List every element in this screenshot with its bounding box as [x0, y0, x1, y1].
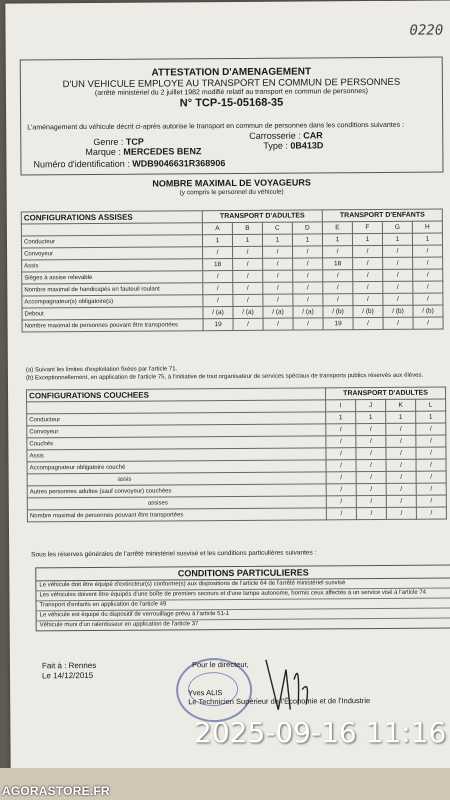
couchette-heading: CONFIGURATIONS COUCHEES — [27, 388, 326, 402]
condition-item: Véhicule muni d'un ralentisseur en application de l'article 37 — [39, 621, 199, 629]
col-header: H — [412, 221, 442, 233]
signatory-name: Yves ALIS — [188, 688, 223, 698]
photo-timestamp: 2025-09-16 11:16 — [194, 716, 447, 749]
table-row: Convoyeur / / / / — [27, 423, 446, 438]
table-row: Nombre maximal de personnes pouvant être transportées 19 / / / 19 / / / — [22, 317, 443, 332]
max-passengers-subtitle: (y compris le personnel du véhicule) — [179, 188, 284, 197]
table-row: Assis 18 / / / 18 / / / — [22, 257, 443, 272]
seated-children-heading: TRANSPORT D'ENFANTS — [322, 209, 442, 222]
col-header: K — [386, 399, 416, 411]
handwritten-signature — [256, 649, 316, 719]
col-header: G — [382, 221, 412, 233]
col-header: C — [262, 222, 292, 234]
header-box — [20, 57, 444, 176]
seated-adults-heading: TRANSPORT D'ADULTES — [202, 210, 322, 223]
condition-item: Le véhicule doit être équipé d'extincteur(s) conforme(s) aux dispositions de l'article 64 de l'arrêté ministériel susvisé — [36, 578, 450, 591]
couchette-adults-heading: TRANSPORT D'ADULTES — [326, 387, 446, 400]
table-row: assises / / / / — [27, 495, 446, 510]
max-passengers-title: NOMBRE MAXIMAL DE VOYAGEURS — [152, 177, 311, 189]
table-row: assis / / / / — [27, 471, 446, 486]
col-header: D — [292, 222, 322, 234]
note-a: (a) Suivant les limites d'exploitation fixées par l'article 71. — [25, 366, 178, 374]
col-header: E — [322, 222, 352, 234]
document-title: ATTESTATION D'AMENAGEMENT — [151, 66, 312, 79]
condition-item: Les véhicules doivent être équipés d'une boîte de premiers secours et d'une lampe autonome, hormis ceux affectés à un service visé à l'article 74 — [36, 588, 450, 601]
seated-config-table — [21, 209, 444, 333]
genre-field: Genre : TCP — [93, 136, 144, 147]
table-row: Nombre maximal de handicapés en fauteuil roulant / / / / / / / / — [22, 281, 443, 296]
certificate-number: N° TCP-15-05168-35 — [179, 96, 284, 110]
condition-item: Transport d'enfants en application de l'article 49 — [36, 598, 450, 611]
handwritten-number: 0220 — [409, 22, 444, 39]
seated-heading: CONFIGURATIONS ASSISES — [21, 211, 202, 224]
table-row: Couchés / / / / — [27, 435, 446, 450]
date-text: Le 14/12/2015 — [41, 670, 94, 681]
brand-watermark: AGORASTORE.FR — [2, 784, 110, 798]
table-row: Autres personnes adultes (sauf convoyeur) couchées / / / / — [27, 483, 446, 498]
document-subtitle: D'UN VEHICULE EMPLOYE AU TRANSPORT EN COMMUN DE PERSONNES — [62, 76, 401, 91]
col-header: B — [232, 222, 262, 234]
table-row: Accompagnateur obligatoire couché / / / / — [27, 459, 446, 474]
type-field: Type : 0B413D — [263, 140, 324, 151]
carrosserie-field: Carrosserie : CAR — [249, 130, 323, 141]
marque-field: Marque : MERCEDES BENZ — [85, 146, 202, 158]
col-header: I — [326, 400, 356, 412]
table-row: Assis / / / / — [27, 447, 446, 462]
intro-text: L'aménagement du véhicule décrit ci-après autorise le transport en commun de personnes dans les conditions suivantes : — [27, 121, 405, 132]
couchette-config-table — [26, 386, 447, 522]
document-page — [5, 0, 450, 771]
table-row: Sièges à assise relevable / / / / / / / / — [22, 269, 443, 284]
conditions-box — [35, 564, 450, 631]
decree-reference: (arrêté ministériel du 2 juillet 1982 modifié relatif au transport en commun de personnes) — [94, 88, 369, 97]
col-header: L — [416, 399, 446, 411]
conditions-title: CONDITIONS PARTICULIERES — [36, 565, 450, 581]
reserves-text: Sous les réserves générales de l'arrêté ministériel susvisé et les conditions particulières suivantes : — [31, 549, 317, 559]
col-header: J — [356, 399, 386, 411]
table-row: Debout / (a) / (a) / (a) / (a) / (b) / (b) / (b) / (b) — [22, 305, 443, 320]
table-row: Nombre maximal de personnes pouvant être transportées / / / / — [27, 507, 446, 522]
condition-item: Le véhicule est équipé du dispositif de verrouillage prévu à l'article 51-1 — [37, 608, 450, 621]
vin-field: Numéro d'identification : WDB9046631R368906 — [33, 158, 226, 170]
table-row: Accompagnateur(s) obligatoire(s) / / / / / / / / — [22, 293, 443, 308]
table-row: Conducteur 1 1 1 1 1 1 1 1 — [21, 233, 442, 248]
table-row: Conducteur 1 1 1 1 — [27, 411, 446, 426]
signatory-role: Le Technicien Supérieur de l'Économie et de l'Industrie — [188, 696, 371, 707]
for-director-text: Pour le directeur, — [191, 659, 249, 670]
note-b: (b) Exceptionnellement, en application de l'article 75, à l'initiative de tout organisateur de services spéciaux de transports publics réservés aux élèves. — [25, 372, 424, 382]
col-header: F — [352, 221, 382, 233]
table-row: Convoyeur / / / / / / / / — [22, 245, 443, 260]
col-header: A — [202, 222, 232, 234]
place-text: Fait à : Rennes — [41, 660, 97, 671]
